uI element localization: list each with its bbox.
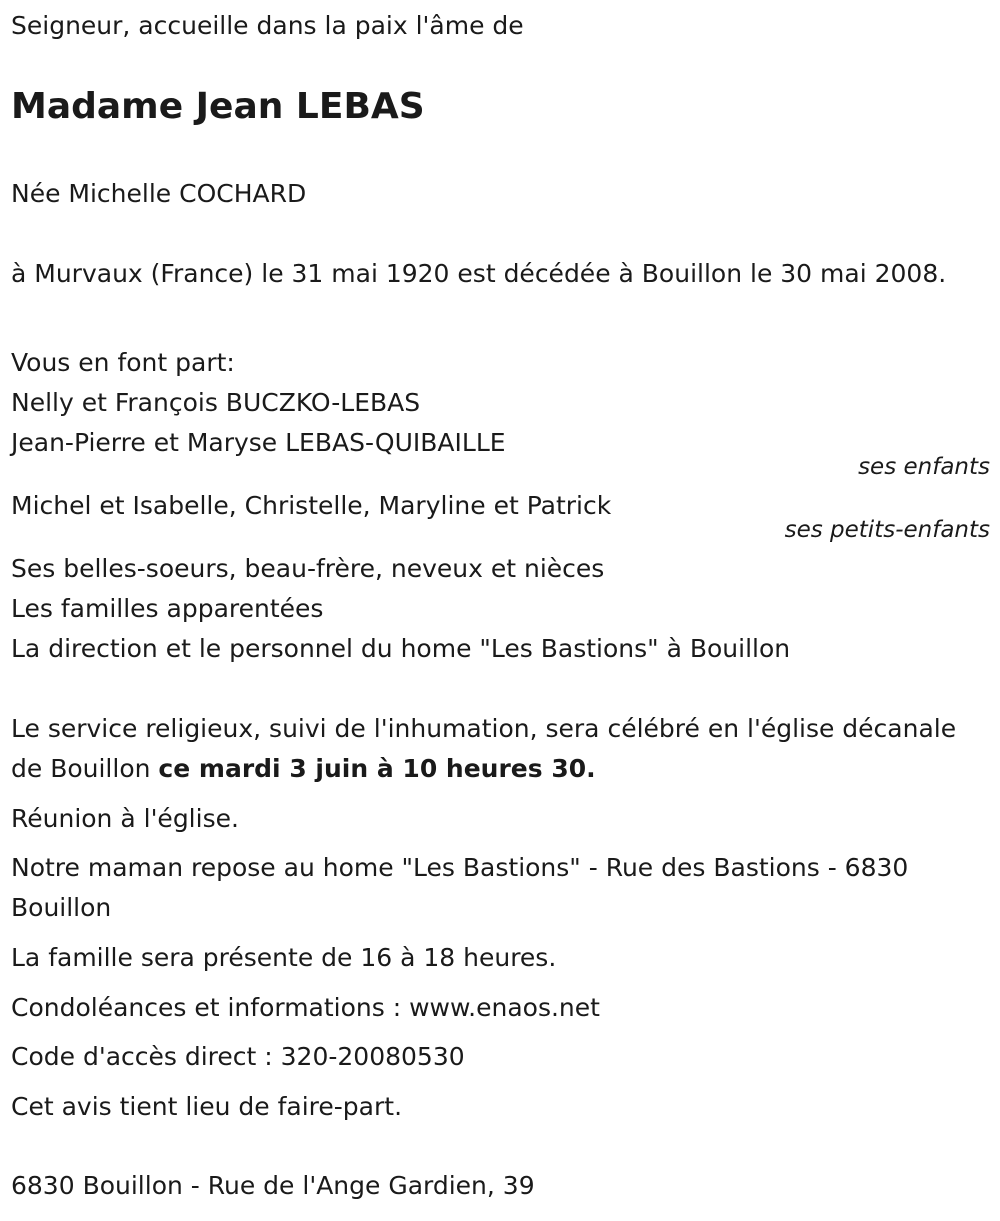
family-presence: La famille sera présente de 16 à 18 heures. (11, 943, 557, 972)
notice-text: Cet avis tient lieu de faire-part. (11, 1092, 403, 1121)
address: 6830 Bouillon - Rue de l'Ange Gardien, 39 (11, 1171, 535, 1200)
access-code: Code d'accès direct : 320-20080530 (11, 1042, 465, 1071)
child-family-1: Nelly et François BUCZKO-LEBAS (11, 388, 421, 417)
service-info (11, 709, 971, 789)
related-families: Les familles apparentées (11, 594, 324, 623)
other-relatives: Ses belles-soeurs, beau-frère, neveux et nièces (11, 554, 605, 583)
condolences-info: Condoléances et informations : www.enaos.net (11, 993, 600, 1022)
children-label: ses enfants (858, 454, 990, 480)
announce-header: Vous en font part: (11, 348, 235, 377)
child-family-2: Jean-Pierre et Maryse LEBAS-QUIBAILLE (11, 428, 506, 457)
birth-name: Née Michelle COCHARD (11, 179, 307, 208)
intro-text: Seigneur, accueille dans la paix l'âme de (11, 11, 524, 40)
birth-death-text: à Murvaux (France) le 31 mai 1920 est décédée à Bouillon le 30 mai 2008. (11, 259, 947, 288)
grandchildren: Michel et Isabelle, Christelle, Maryline et Patrick (11, 491, 612, 520)
service-text: Le service religieux, suivi de l'inhumation, sera célébré en l'église décanale de Bouillon (11, 714, 957, 783)
deceased-name: Madame Jean LEBAS (11, 86, 425, 127)
meeting-info: Réunion à l'église. (11, 804, 239, 833)
grandchildren-label: ses petits-enfants (784, 517, 990, 543)
service-date: ce mardi 3 juin à 10 heures 30. (158, 754, 596, 783)
home-staff: La direction et le personnel du home "Les Bastions" à Bouillon (11, 634, 791, 663)
resting-place: Notre maman repose au home "Les Bastions" - Rue des Bastions - 6830 Bouillon (11, 853, 909, 922)
